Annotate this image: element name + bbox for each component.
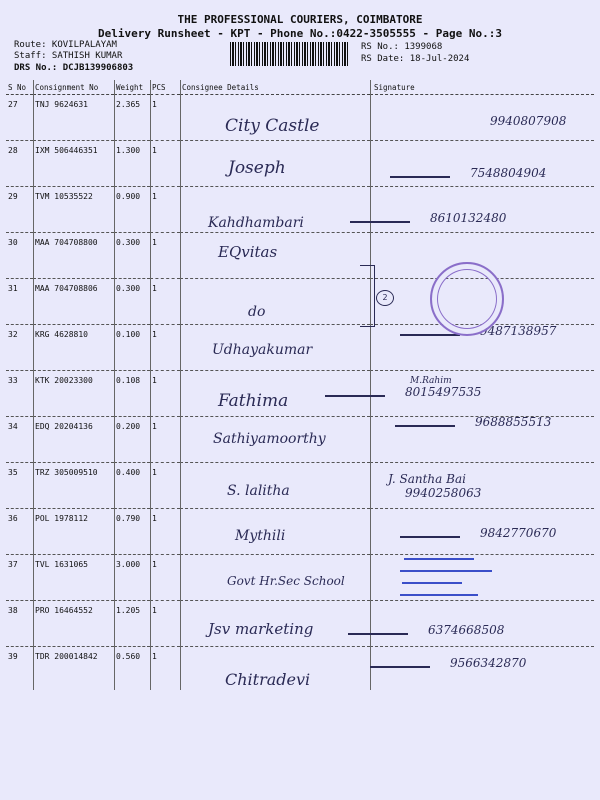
table-row [6, 141, 594, 187]
weight-cell: 0.200 [114, 417, 150, 463]
circled-count: 2 [376, 290, 394, 306]
signature-phone: 9566342870 [450, 656, 527, 670]
pieces-cell: 1 [150, 233, 180, 279]
consignee-handwriting: Joseph [228, 157, 286, 178]
sno-cell: 27 [6, 95, 33, 141]
sno-cell: 33 [6, 371, 33, 417]
consignment-number-cell: TDR 200014842 [35, 652, 98, 661]
pieces-cell: 1 [150, 279, 180, 325]
weight-cell: 0.300 [114, 233, 150, 279]
signature-scribble [370, 666, 430, 668]
sno-cell: 29 [6, 187, 33, 233]
signature-scribble [325, 395, 385, 397]
col-weight: Weight [114, 80, 150, 95]
consignee-handwriting: Chitradevi [225, 670, 311, 689]
sno-cell: 32 [6, 325, 33, 371]
table-row [6, 463, 594, 509]
col-pcs: PCS [150, 80, 180, 95]
report-subtitle: Delivery Runsheet - KPT - Phone No.:0422-3505555 - Page No.:3 [98, 27, 502, 40]
pieces-cell: 1 [150, 187, 180, 233]
consignment-number-cell: IXM 506446351 [33, 141, 114, 187]
signature-phone: 8015497535 [405, 385, 482, 399]
consignment-number-cell: PRO 16464552 [33, 601, 114, 647]
consignment-number-cell: POL 1978112 [33, 509, 114, 555]
weight-cell: 0.108 [114, 371, 150, 417]
pieces-cell: 1 [150, 95, 180, 141]
consignment-number-cell: TRZ 305009510 [33, 463, 114, 509]
consignment-number-cell: MAA 704708800 [33, 233, 114, 279]
signature-cell [370, 141, 594, 187]
table-row [6, 233, 594, 279]
table-row [6, 371, 594, 417]
weight-cell: 3.000 [114, 555, 150, 601]
barcode [230, 42, 348, 66]
consignee-handwriting: Jsv marketing [208, 619, 314, 638]
consignee-handwriting: Govt Hr.Sec School [227, 574, 345, 588]
col-signature: Signature [370, 80, 594, 95]
divider [370, 80, 371, 690]
school-stamp [400, 552, 510, 600]
signature-phone: 7548804904 [470, 165, 547, 180]
consignment-number-cell: TVM 10535522 [33, 187, 114, 233]
weight-cell: 0.790 [114, 509, 150, 555]
consignee-handwriting: Mythili [235, 527, 286, 544]
weight-cell: 2.365 [114, 95, 150, 141]
sno-cell: 30 [6, 233, 33, 279]
weight-cell: 0.100 [114, 325, 150, 371]
consignment-number-cell: EDQ 20204136 [33, 417, 114, 463]
col-sno: S No [6, 80, 33, 95]
signature-phone: 8610132480 [430, 211, 507, 225]
signature-phone: 9940258063 [405, 486, 482, 500]
divider [150, 80, 151, 690]
pieces-cell: 1 [150, 141, 180, 187]
pieces-cell: 1 [150, 555, 180, 601]
sno-cell: 38 [6, 601, 33, 647]
signature-phone: 9688855513 [475, 414, 552, 429]
consignment-number-cell: TVL 1631065 [33, 555, 114, 601]
pieces-cell: 1 [150, 601, 180, 647]
drs-number: DRS No.: DCJB139906803 [14, 63, 134, 73]
signature-scribble [348, 633, 408, 635]
signature-scribble [395, 425, 455, 427]
route-label: Route: KOVILPALAYAM [14, 40, 117, 50]
pieces-cell: 1 [152, 652, 157, 661]
signature-cell [370, 187, 594, 233]
pieces-cell: 1 [150, 463, 180, 509]
consignee-cell [180, 279, 370, 325]
signature-cell [370, 371, 594, 417]
consignee-handwriting: Kahdhambari [208, 215, 304, 231]
consignment-number-cell: MAA 704708806 [33, 279, 114, 325]
signature-phone: 9842770670 [480, 525, 557, 540]
sno-cell: 36 [6, 509, 33, 555]
pieces-cell: 1 [150, 371, 180, 417]
consignee-handwriting: do [248, 304, 266, 320]
consignment-number-cell: TNJ 9624631 [33, 95, 114, 141]
sno-cell: 35 [6, 463, 33, 509]
signature-name: M.Rahim [410, 376, 452, 386]
weight-cell: 1.300 [114, 141, 150, 187]
sno-cell: 31 [6, 279, 33, 325]
rs-number: RS No.: 1399068 [361, 42, 443, 52]
weight-cell: 0.900 [114, 187, 150, 233]
report-title: THE PROFESSIONAL COURIERS, COIMBATORE [177, 13, 423, 26]
weight-cell: 0.560 [116, 652, 141, 661]
sno-cell: 28 [6, 141, 33, 187]
consignee-handwriting: City Castle [225, 116, 320, 136]
consignment-number-cell: KRG 4628810 [33, 325, 114, 371]
divider [114, 80, 115, 690]
signature-phone: 9487138957 [480, 323, 557, 338]
weight-cell: 0.400 [114, 463, 150, 509]
consignee-handwriting: EQvitas [218, 242, 278, 261]
signature-scribble [400, 334, 460, 336]
signature-scribble [400, 536, 460, 538]
pieces-cell: 1 [150, 325, 180, 371]
sno-cell: 37 [6, 555, 33, 601]
weight-cell: 1.205 [114, 601, 150, 647]
delivery-stamp [430, 262, 504, 336]
consignee-handwriting: Sathiyamoorthy [213, 430, 326, 447]
col-consignment: Consignment No [33, 80, 114, 95]
table-header [6, 80, 594, 95]
weight-cell: 0.300 [114, 279, 150, 325]
consignee-handwriting: S. lalitha [227, 483, 290, 499]
sno-cell: 34 [6, 417, 33, 463]
consignee-handwriting: Fathima [218, 391, 289, 411]
sno-cell: 39 [8, 652, 18, 661]
pieces-cell: 1 [150, 509, 180, 555]
consignment-number-cell: KTK 20023300 [33, 371, 114, 417]
signature-name: J. Santha Bai [388, 472, 466, 486]
signature-scribble [350, 221, 410, 223]
signature-scribble [390, 176, 450, 178]
signature-phone: 9940807908 [490, 114, 567, 128]
table-row [6, 279, 594, 325]
pieces-cell: 1 [150, 417, 180, 463]
divider [33, 80, 34, 690]
consignee-handwriting: Udhayakumar [212, 341, 313, 358]
signature-phone: 6374668508 [428, 622, 505, 637]
staff-label: Staff: SATHISH KUMAR [14, 51, 123, 61]
bracket-mark [360, 265, 375, 327]
col-consignee: Consignee Details [180, 80, 370, 95]
rs-date: RS Date: 18-Jul-2024 [361, 54, 470, 64]
divider [180, 80, 181, 690]
